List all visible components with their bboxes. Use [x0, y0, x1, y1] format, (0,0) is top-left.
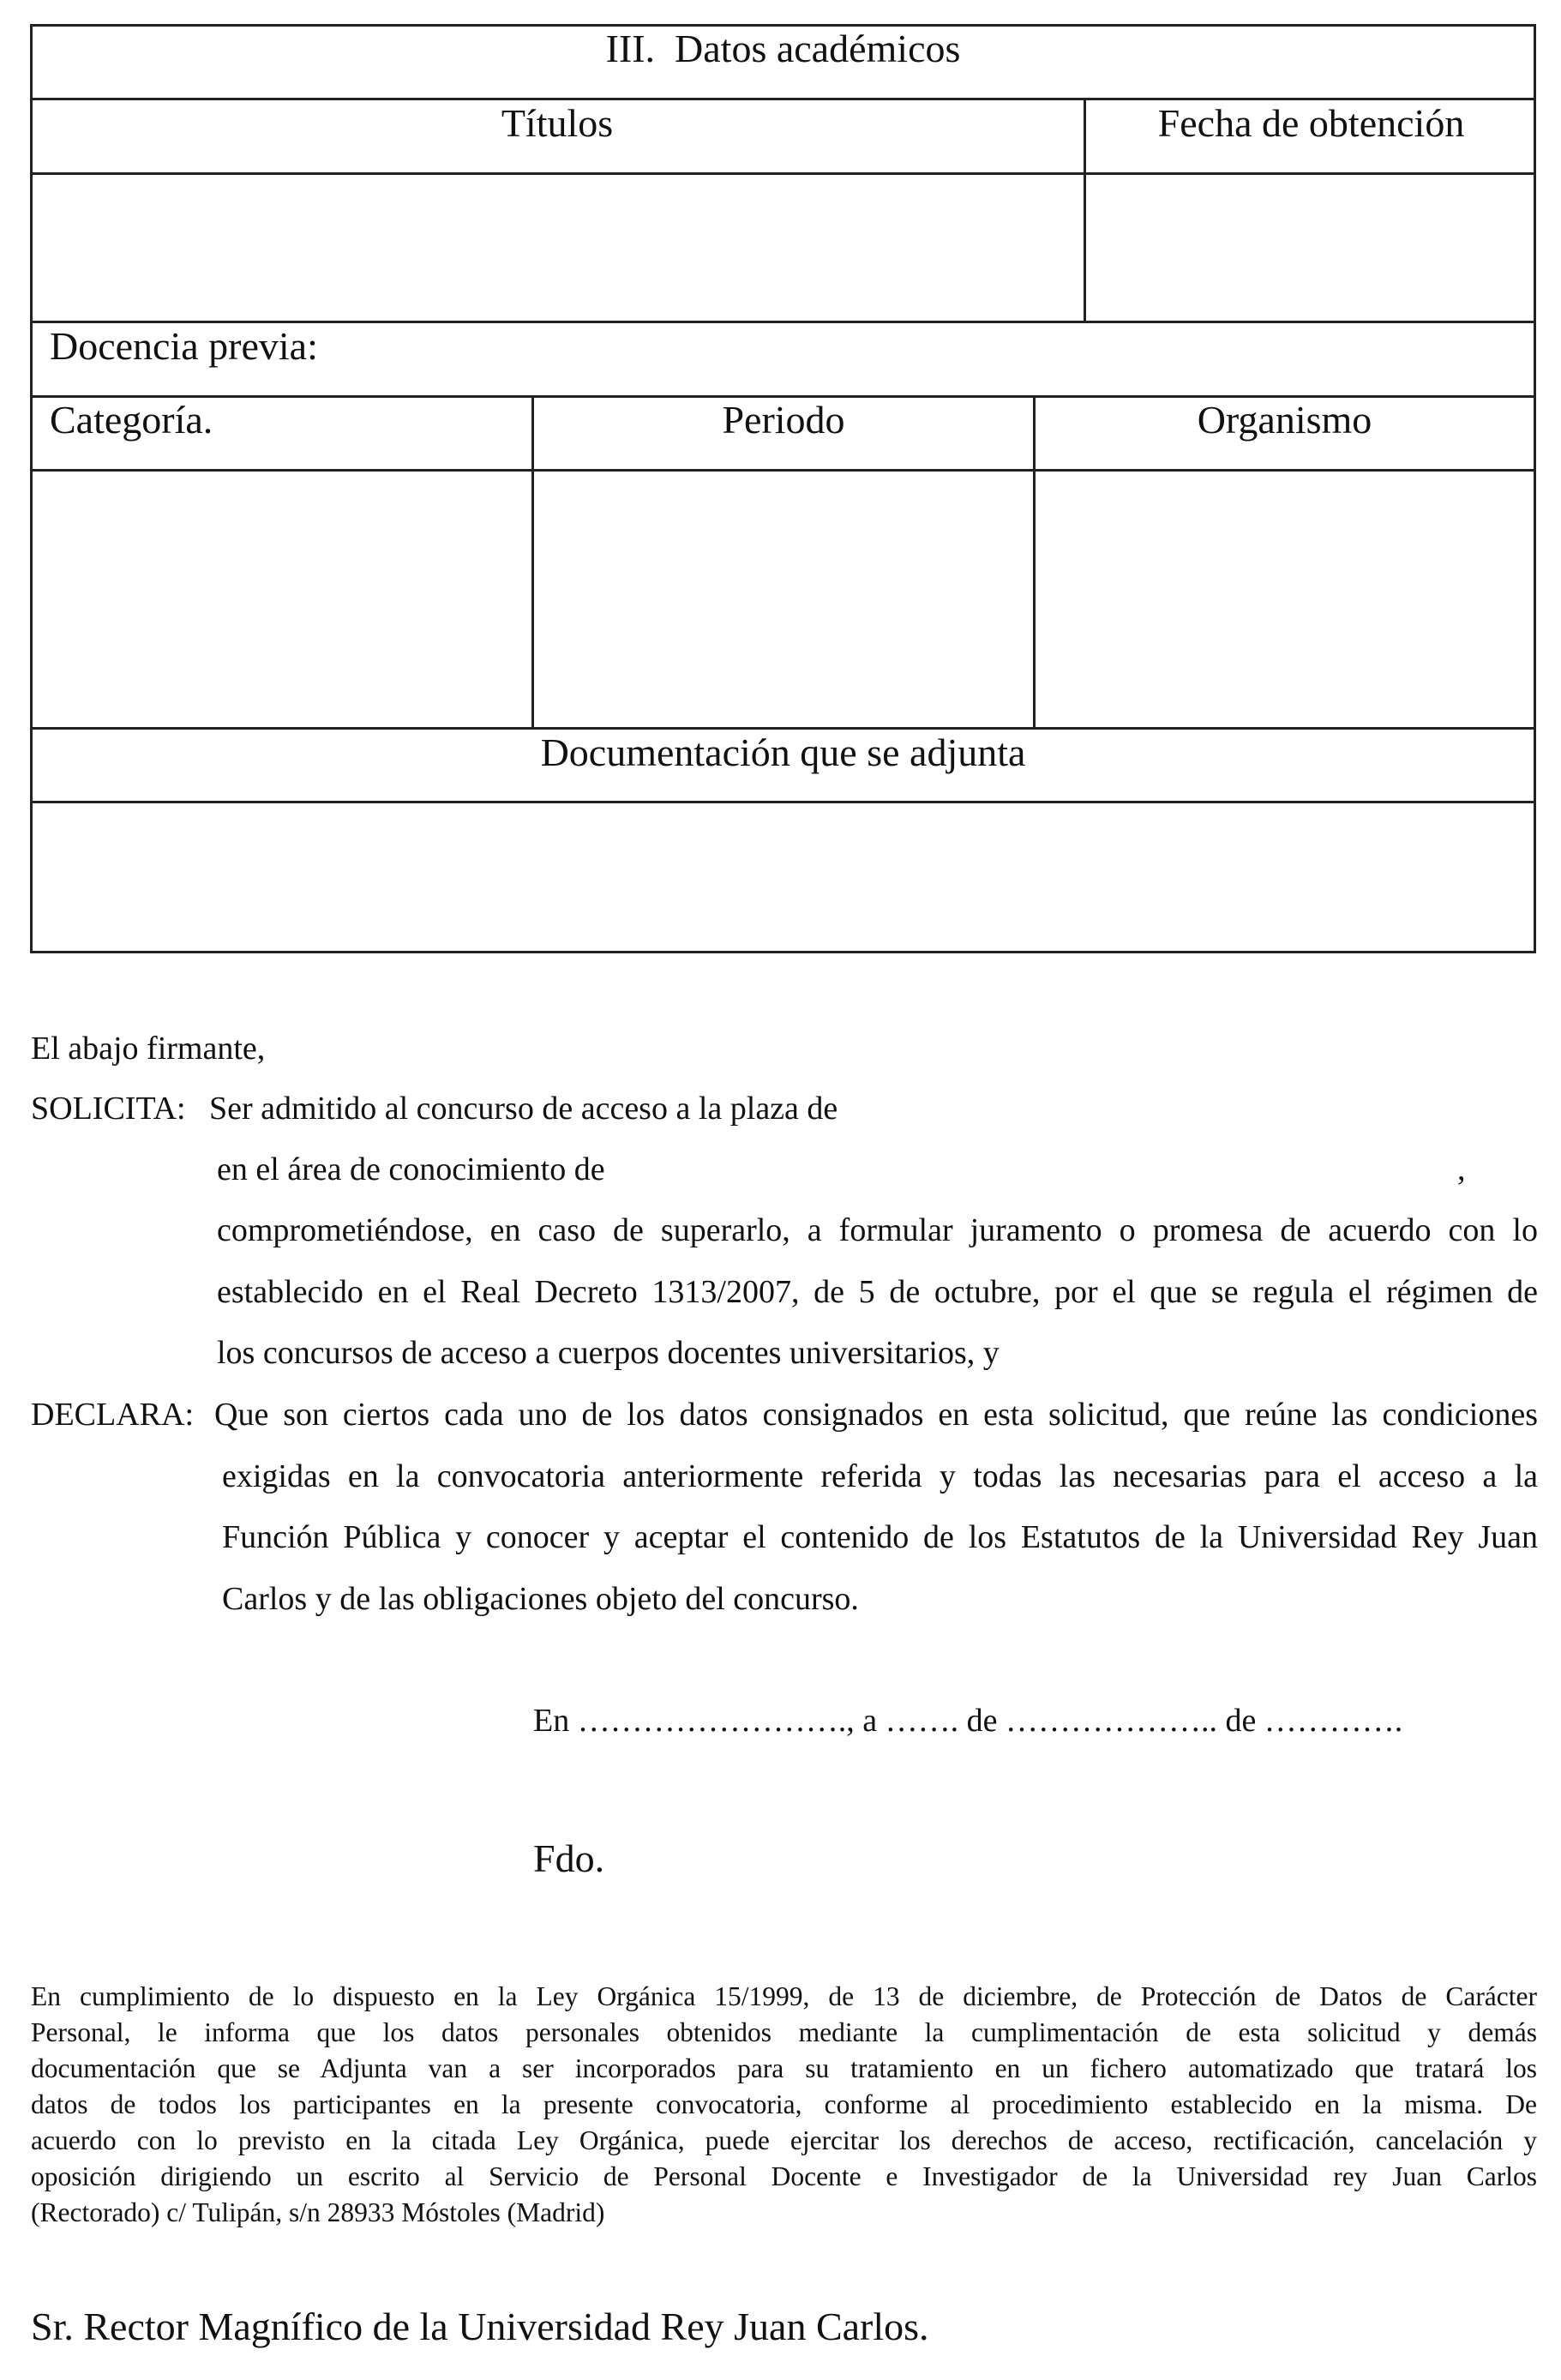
table-border-right	[1534, 24, 1536, 953]
privacy-line: datos de todos los participantes en la presente convocatoria, conforme al procedimiento establecido en la misma. De	[31, 2089, 1537, 2119]
area-text: en el área de conocimiento de	[217, 1151, 605, 1187]
categoria-header: Categoría.	[50, 398, 213, 442]
solicita-text: Ser admitido al concurso de acceso a la plaza de	[209, 1091, 838, 1127]
firmante-text: El abajo firmante,	[31, 1031, 266, 1067]
addressee: Sr. Rector Magnífico de la Universidad Rey Juan Carlos.	[31, 2305, 929, 2348]
documentacion-header: Documentación que se adjunta	[540, 730, 1026, 774]
solicita-line: establecido en el Real Decreto 1313/2007, de 5 de octubre, por el que se regula el régimen de	[217, 1274, 1538, 1310]
signature-label: Fdo.	[533, 1836, 605, 1880]
privacy-line: Personal, le informa que los datos personales obtenidos mediante la cumplimentación de esta solicitud y demás	[31, 2017, 1537, 2047]
titulos-header: Títulos	[501, 101, 614, 145]
fecha-cell[interactable]	[1086, 100, 1534, 321]
declara-first-line: Que son ciertos cada uno de los datos consignados en esta solicitud, que reúne las condiciones	[214, 1397, 1538, 1433]
privacy-line: oposición dirigiendo un escrito al Servicio de Personal Docente e Investigador de la Universidad rey Juan Carlos	[31, 2161, 1537, 2191]
categoria-cell[interactable]	[33, 472, 531, 727]
solicita-line: comprometiéndose, en caso de superarlo, a formular juramento o promesa de acuerdo con lo	[217, 1212, 1538, 1248]
area-comma: ,	[1457, 1151, 1466, 1187]
documentacion-cell[interactable]	[33, 803, 1534, 951]
area-field[interactable]	[651, 1151, 1449, 1188]
table-border-bottom	[30, 951, 1536, 953]
declara-line: Carlos y de las obligaciones objeto del concurso.	[222, 1581, 859, 1617]
organismo-header: Organismo	[1197, 398, 1372, 442]
fecha-header: Fecha de obtención	[1157, 101, 1465, 145]
solicita-label: SOLICITA:	[31, 1091, 186, 1127]
declara-label: DECLARA:	[31, 1397, 194, 1433]
declara-line: Función Pública y conocer y aceptar el contenido de los Estatutos de la Universidad Rey Juan	[222, 1519, 1538, 1555]
declara-line: exigidas en la convocatoria anteriormente referida y todas las necesarias para el acceso a la	[222, 1458, 1538, 1494]
periodo-cell[interactable]	[534, 472, 1033, 727]
organismo-cell[interactable]	[1036, 472, 1534, 727]
privacy-line: acuerdo con lo previsto en la citada Ley Orgánica, puede ejercitar los derechos de acceso, rectificación, cancelación y	[31, 2125, 1537, 2155]
solicita-line: los concursos de acceso a cuerpos docentes universitarios, y	[217, 1335, 1000, 1371]
place-date-line: En ……………………., a ……. de ……………….. de ………….	[533, 1703, 1403, 1739]
periodo-header: Periodo	[722, 398, 845, 442]
docencia-label: Docencia previa:	[50, 324, 318, 368]
privacy-line: En cumplimiento de lo dispuesto en la Ley Orgánica 15/1999, de 13 de diciembre, de Protección de Datos de Carácter	[31, 1981, 1537, 2011]
privacy-line: (Rectorado) c/ Tulipán, s/n 28933 Móstoles (Madrid)	[31, 2197, 605, 2227]
privacy-line: documentación que se Adjunta van a ser incorporados para su tratamiento en un fichero automatizado que tratará los	[31, 2053, 1537, 2083]
section-title: III. Datos académicos	[605, 27, 961, 70]
titulos-cell[interactable]	[33, 100, 1084, 321]
